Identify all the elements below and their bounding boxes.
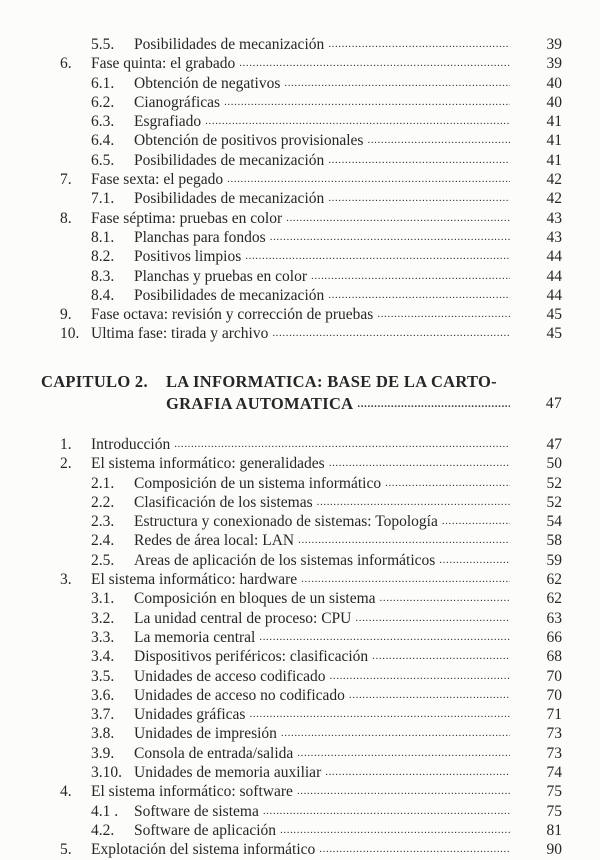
entry-page-number: 45 (546, 306, 562, 324)
entry-number: 4.2. (91, 821, 115, 839)
entry-number: 6.5. (91, 151, 115, 169)
entry-number: 4.1 . (91, 802, 119, 820)
entry-title: Areas de aplicación de los sistemas informáticos (134, 551, 436, 569)
entry-number: 3.7. (91, 706, 115, 724)
dot-leader (297, 782, 510, 801)
entry-page-number: 73 (546, 744, 562, 762)
dot-leader (355, 609, 510, 628)
dot-leader (385, 474, 510, 493)
chapter-title-line1: LA INFORMATICA: BASE DE LA CARTO- (166, 372, 497, 391)
toc-entry (0, 589, 600, 608)
toc-entry (0, 189, 600, 208)
entry-title: Posibilidades de mecanización (134, 190, 325, 208)
entry-page-number: 52 (546, 474, 562, 492)
entry-title: Posibilidades de mecanización (134, 286, 325, 304)
dot-leader (325, 763, 510, 782)
toc-entry (0, 435, 600, 454)
dot-leader (328, 151, 510, 170)
toc-entry (0, 705, 600, 724)
toc-entry (0, 763, 600, 782)
dot-leader (317, 493, 510, 512)
toc-entry (0, 802, 600, 821)
dot-leader (298, 531, 510, 550)
entry-page-number: 62 (546, 590, 562, 608)
entry-title: Posibilidades de mecanización (134, 36, 325, 53)
entry-title: Planchas para fondos (134, 228, 266, 246)
toc-entry (0, 724, 600, 743)
entry-number: 3.10. (91, 764, 122, 782)
entry-page-number: 74 (546, 764, 562, 782)
dot-leader (281, 724, 510, 743)
dot-leader (330, 667, 510, 686)
entry-page-number: 58 (546, 532, 562, 550)
entry-page-number: 63 (546, 609, 562, 627)
toc-entry (0, 35, 600, 54)
toc-entry (0, 228, 600, 247)
entry-number: 8.2. (91, 248, 115, 266)
entry-title: Unidades de impresión (134, 725, 277, 743)
toc-entry (0, 305, 600, 324)
entry-page-number: 44 (546, 267, 562, 285)
dot-leader (439, 551, 510, 570)
entry-number: 8.3. (91, 267, 115, 285)
dot-leader (280, 821, 510, 840)
entry-page-number: 42 (546, 171, 562, 189)
entry-page-number: 40 (546, 74, 562, 92)
entry-number: 2.5. (91, 551, 115, 569)
dot-leader (380, 589, 510, 608)
toc-section-b (0, 435, 600, 860)
dot-leader (174, 435, 510, 454)
entry-title: Software de aplicación (134, 821, 277, 839)
entry-title: El sistema informático: hardware (91, 571, 298, 589)
toc-entry (0, 840, 600, 859)
entry-title: Estructura y conexionado de sistemas: Topología (134, 513, 438, 531)
entry-number: 3.1. (91, 590, 115, 608)
entry-number: 6.4. (91, 132, 115, 150)
entry-title: Fase quinta: el grabado (91, 55, 236, 73)
toc-entry (0, 112, 600, 131)
chapter-title-line2: GRAFIA AUTOMATICA (166, 394, 354, 413)
toc-entry (0, 74, 600, 93)
entry-page-number: 54 (546, 513, 562, 531)
dot-leader (245, 247, 510, 266)
entry-page-number: 66 (546, 628, 562, 646)
entry-title: Esgrafiado (134, 113, 202, 131)
entry-title: Consola de entrada/salida (134, 744, 294, 762)
entry-number: 7. (60, 171, 72, 189)
entry-page-number: 70 (546, 686, 562, 704)
entry-page-number: 62 (546, 571, 562, 589)
entry-title: Explotación del sistema informático (91, 841, 316, 859)
entry-title: Fase séptima: pruebas en color (91, 209, 283, 227)
entry-number: 4. (60, 783, 72, 801)
toc-entry (0, 570, 600, 589)
dot-leader (272, 324, 510, 343)
dot-leader (442, 512, 510, 531)
entry-page-number: 42 (546, 190, 562, 208)
entry-title: Software de sistema (134, 802, 259, 820)
entry-number: 6.3. (91, 113, 115, 131)
entry-title: Cianográficas (134, 93, 221, 111)
entry-number: 1. (60, 436, 72, 453)
entry-page-number: 45 (546, 325, 562, 343)
entry-title: La unidad central de proceso: CPU (134, 609, 352, 627)
dot-leader (372, 647, 510, 666)
dot-leader (328, 286, 510, 305)
toc-entry (0, 512, 600, 531)
dot-leader (284, 74, 510, 93)
dot-leader (349, 686, 510, 705)
dot-leader (328, 35, 510, 54)
toc-entry (0, 324, 600, 343)
entry-number: 3. (60, 571, 72, 589)
toc-entry (0, 131, 600, 150)
entry-page-number: 47 (546, 436, 562, 453)
dot-leader (259, 628, 510, 647)
toc-entry (0, 628, 600, 647)
entry-number: 7.1. (91, 190, 115, 208)
dot-leader (286, 209, 510, 228)
entry-title: El sistema informático: software (91, 783, 293, 801)
entry-page-number: 40 (546, 93, 562, 111)
entry-page-number: 39 (546, 55, 562, 73)
entry-number: 3.5. (91, 667, 115, 685)
entry-title: Unidades de acceso no codificado (134, 686, 345, 704)
dot-leader (329, 454, 510, 473)
entry-page-number: 41 (546, 132, 562, 150)
dot-leader (224, 93, 510, 112)
entry-title: Ultima fase: tirada y archivo (91, 325, 269, 343)
toc-entry (0, 744, 600, 763)
entry-number: 2. (60, 455, 72, 473)
entry-number: 3.3. (91, 628, 115, 646)
entry-title: El sistema informático: generalidades (91, 455, 325, 473)
dot-leader (367, 131, 510, 150)
entry-number: 2.2. (91, 493, 115, 511)
entry-number: 8.1. (91, 228, 115, 246)
entry-page-number: 41 (546, 113, 562, 131)
toc-entry (0, 531, 600, 550)
entry-number: 5.5. (91, 36, 115, 53)
entry-page-number: 68 (546, 648, 562, 666)
entry-number: 2.3. (91, 513, 115, 531)
toc-entry (0, 821, 600, 840)
chapter-label: CAPITULO 2. (41, 372, 148, 391)
toc-entry (0, 782, 600, 801)
entry-title: Redes de área local: LAN (134, 532, 295, 550)
entry-number: 9. (60, 306, 72, 324)
chapter-title-line2-row (166, 394, 510, 414)
toc-entry (0, 551, 600, 570)
toc-entry (0, 493, 600, 512)
entry-title: Composición de un sistema informático (134, 474, 382, 492)
dot-leader (205, 112, 510, 131)
dot-leader (357, 394, 510, 414)
toc-entry (0, 54, 600, 73)
entry-title: Positivos limpios (134, 248, 242, 266)
dot-leader (249, 705, 510, 724)
entry-page-number: 71 (546, 706, 562, 724)
entry-number: 6. (60, 55, 72, 73)
entry-title: Dispositivos periféricos: clasificación (134, 648, 369, 666)
dot-leader (239, 54, 510, 73)
dot-leader (270, 228, 510, 247)
entry-title: Composición en bloques de un sistema (134, 590, 376, 608)
entry-page-number: 44 (546, 286, 562, 304)
entry-page-number: 43 (546, 209, 562, 227)
entry-number: 8.4. (91, 286, 115, 304)
entry-title: Clasificación de los sistemas (134, 493, 313, 511)
entry-number: 5. (60, 841, 72, 859)
entry-page-number: 75 (546, 783, 562, 801)
entry-page-number: 50 (546, 455, 562, 473)
toc-entry (0, 474, 600, 493)
entry-title: Introducción (91, 436, 171, 453)
toc-entry (0, 647, 600, 666)
entry-page-number: 44 (546, 248, 562, 266)
toc-entry (0, 667, 600, 686)
chapter-page-number: 47 (545, 395, 562, 412)
entry-page-number: 70 (546, 667, 562, 685)
entry-number: 3.2. (91, 609, 115, 627)
entry-number: 3.4. (91, 648, 115, 666)
toc-entry (0, 286, 600, 305)
entry-page-number: 39 (546, 36, 562, 53)
entry-number: 2.1. (91, 474, 115, 492)
dot-leader (263, 802, 510, 821)
entry-number: 3.8. (91, 725, 115, 743)
entry-title: Posibilidades de mecanización (134, 151, 325, 169)
entry-title: La memoria central (134, 628, 256, 646)
dot-leader (311, 267, 510, 286)
entry-page-number: 73 (546, 725, 562, 743)
toc-entry (0, 454, 600, 473)
toc-section-a (0, 35, 600, 344)
entry-number: 6.2. (91, 93, 115, 111)
entry-page-number: 43 (546, 228, 562, 246)
toc-entry (0, 609, 600, 628)
dot-leader (328, 189, 510, 208)
entry-page-number: 75 (546, 802, 562, 820)
entry-title: Fase sexta: el pegado (91, 171, 224, 189)
dot-leader (377, 305, 510, 324)
entry-number: 10. (60, 325, 80, 343)
dot-leader (319, 840, 510, 859)
entry-page-number: 59 (546, 551, 562, 569)
entry-title: Fase octava: revisión y corrección de pruebas (91, 306, 374, 324)
toc-entry (0, 170, 600, 189)
entry-title: Unidades de acceso codificado (134, 667, 326, 685)
entry-title: Obtención de positivos provisionales (134, 132, 364, 150)
toc-entry (0, 151, 600, 170)
entry-number: 2.4. (91, 532, 115, 550)
entry-title: Planchas y pruebas en color (134, 267, 308, 285)
entry-title: Unidades gráficas (134, 706, 246, 724)
dot-leader (301, 570, 510, 589)
entry-title: Obtención de negativos (134, 74, 281, 92)
entry-page-number: 81 (546, 821, 562, 839)
entry-number: 6.1. (91, 74, 115, 92)
dot-leader (297, 744, 510, 763)
entry-page-number: 90 (546, 841, 562, 859)
dot-leader (227, 170, 510, 189)
toc-entry (0, 93, 600, 112)
entry-number: 8. (60, 209, 72, 227)
toc-entry (0, 686, 600, 705)
toc-entry (0, 267, 600, 286)
entry-number: 3.6. (91, 686, 115, 704)
entry-page-number: 41 (546, 151, 562, 169)
entry-number: 3.9. (91, 744, 115, 762)
entry-page-number: 52 (546, 493, 562, 511)
toc-entry (0, 247, 600, 266)
entry-title: Unidades de memoria auxiliar (134, 764, 322, 782)
toc-entry (0, 209, 600, 228)
